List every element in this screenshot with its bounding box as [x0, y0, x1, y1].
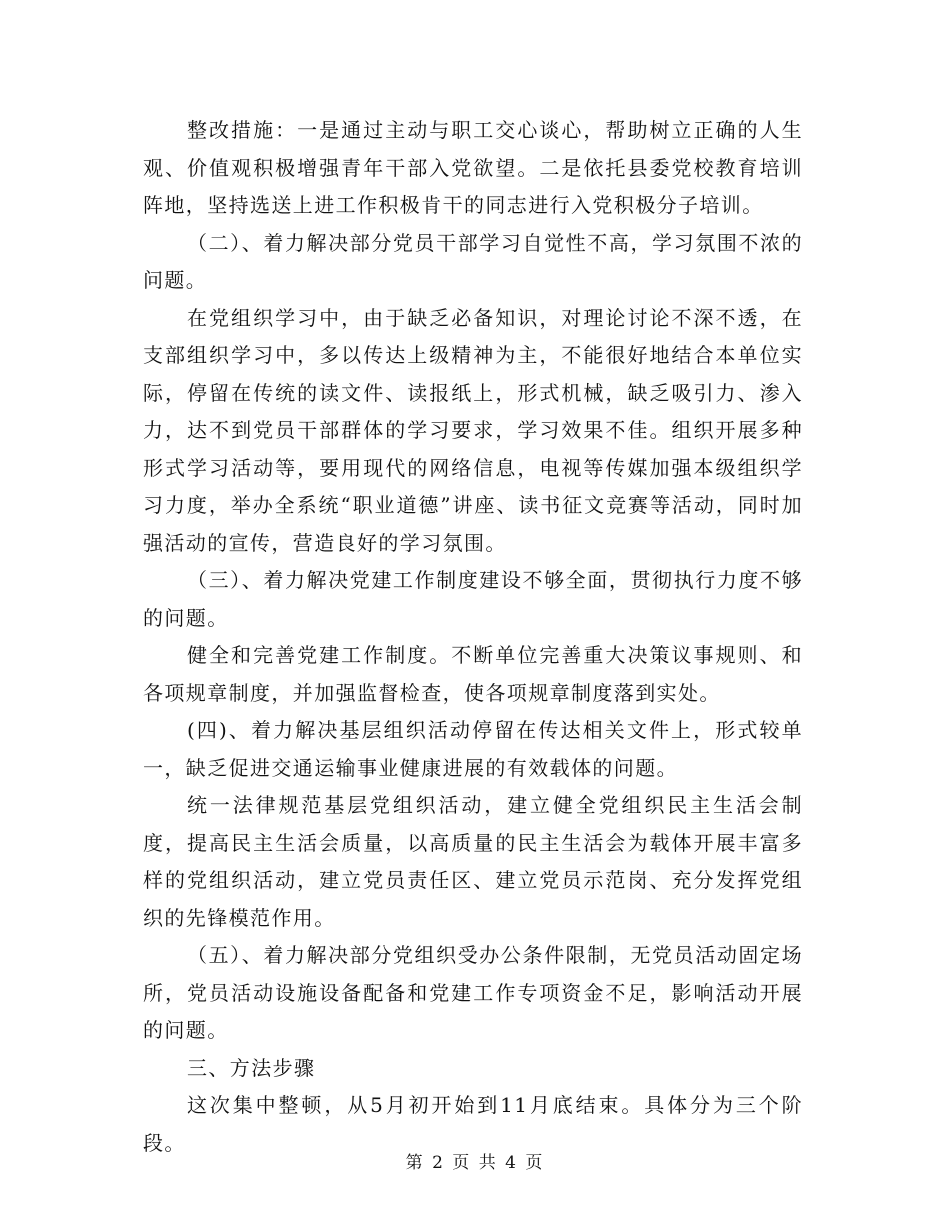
paragraph-organization-activities: 统一法律规范基层党组织活动，建立健全党组织民主生活会制度，提高民主生活会质量，以高质量的民主生活会为载体开展丰富多样的党组织活动，建立党员责任区、建立党员示范岗、充分发挥党组织的先锋模范作用。: [143, 793, 803, 930]
paragraph-schedule: 这次集中整顿，从5月初开始到11月底结束。具体分为三个阶段。: [143, 1093, 803, 1155]
document-body: [143, 112, 803, 1162]
paragraph-rectification-measures: 整改措施：一是通过主动与职工交心谈心，帮助树立正确的人生观、价值观积极增强青年干部入党欲望。二是依托县委党校教育培训阵地，坚持选送上进工作积极肯干的同志进行入党积极分子培训。: [143, 118, 803, 217]
heading-section-four: (四)、着力解决基层组织活动停留在传达相关文件上，形式较单一，缺乏促进交通运输事业健康进展的有效载体的问题。: [143, 718, 803, 780]
heading-section-three: （三）、着力解决党建工作制度建设不够全面，贯彻执行力度不够的问题。: [143, 568, 803, 630]
heading-section-five: （五）、着力解决部分党组织受办公条件限制，无党员活动固定场所，党员活动设施设备配备和党建工作专项资金不足，影响活动开展的问题。: [143, 943, 803, 1042]
paragraph-study-issues: 在党组织学习中，由于缺乏必备知识，对理论讨论不深不透，在支部组织学习中，多以传达上级精神为主，不能很好地结合本单位实际，停留在传统的读文件、读报纸上，形式机械，缺乏吸引力、渗入力，达不到党员干部群体的学习要求，学习效果不佳。组织开展多种形式学习活动等，要用现代的网络信息，电视等传媒加强本级组织学习力度，举办全系统“职业道德”讲座、读书征文竞赛等活动，同时加强活动的宣传，营造良好的学习氛围。: [143, 305, 803, 555]
paragraph-system-building: 健全和完善党建工作制度。不断单位完善重大决策议事规则、和各项规章制度，并加强监督检查，使各项规章制度落到实处。: [143, 643, 803, 705]
heading-method-steps: 三、方法步骤: [187, 1055, 316, 1080]
page-number-footer: 第 2 页 共 4 页: [405, 1153, 545, 1173]
heading-section-two: （二）、着力解决部分党员干部学习自觉性不高，学习氛围不浓的问题。: [143, 230, 803, 292]
